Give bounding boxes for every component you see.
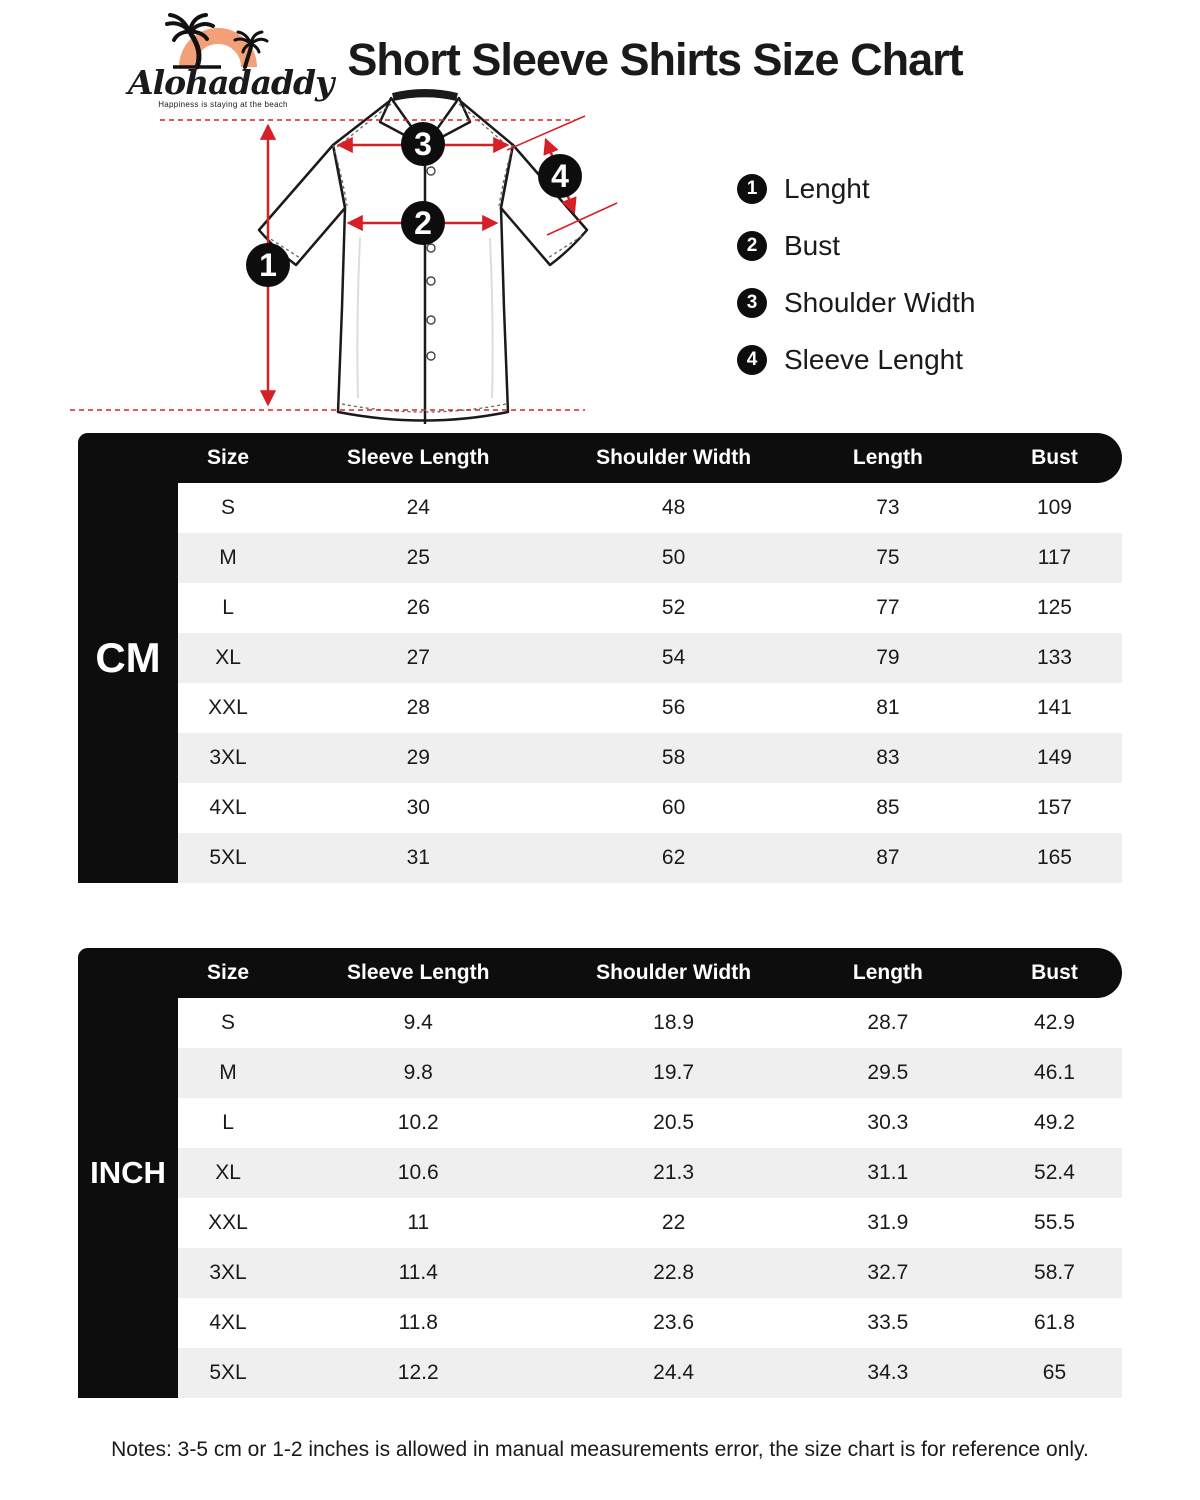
- value-cell: 58: [661, 746, 686, 769]
- value-cell: 26: [406, 596, 430, 619]
- value-cell: 12.2: [397, 1361, 439, 1384]
- value-cell: 85: [876, 796, 900, 819]
- value-cell: 10.2: [397, 1111, 439, 1134]
- size-table-inch: [78, 948, 1122, 1398]
- value-cell: 29: [406, 746, 430, 769]
- brand-tagline: Happiness is staying at the beach: [158, 100, 288, 109]
- shirt-measurement-diagram: [60, 88, 710, 438]
- column-header: Shoulder Width: [596, 446, 752, 469]
- value-cell: 149: [1036, 746, 1072, 769]
- value-cell: 157: [1036, 796, 1072, 819]
- table-row: [178, 1298, 1122, 1348]
- page-title: Short Sleeve Shirts Size Chart: [347, 34, 963, 85]
- table-row: [178, 1198, 1122, 1248]
- unit-label: CM: [95, 634, 161, 681]
- legend-number-badge: 4: [737, 345, 767, 375]
- value-cell: 133: [1036, 646, 1072, 669]
- value-cell: 23.6: [653, 1311, 695, 1334]
- value-cell: 30.3: [867, 1111, 909, 1134]
- column-header: Size: [207, 961, 250, 984]
- value-cell: 52: [661, 596, 686, 619]
- value-cell: 20.5: [653, 1111, 695, 1134]
- value-cell: 58.7: [1034, 1261, 1075, 1284]
- size-cell: XL: [215, 1161, 241, 1184]
- legend-number-badge: 2: [737, 231, 767, 261]
- table-header-row: [78, 433, 1122, 483]
- value-cell: 11.8: [398, 1311, 438, 1334]
- size-cell: XL: [215, 646, 241, 669]
- value-cell: 11: [407, 1211, 430, 1234]
- column-header: Sleeve Length: [347, 961, 490, 984]
- table-body: [178, 998, 1122, 1398]
- size-table-cm: [78, 433, 1122, 883]
- value-cell: 49.2: [1034, 1111, 1075, 1134]
- table-row: [178, 1348, 1122, 1398]
- value-cell: 24.4: [653, 1361, 695, 1384]
- value-cell: 31: [406, 846, 430, 869]
- table-row: [178, 733, 1122, 783]
- value-cell: 48: [661, 496, 686, 519]
- table-row: [178, 1048, 1122, 1098]
- value-cell: 10.6: [397, 1161, 439, 1184]
- table-row: [178, 1148, 1122, 1198]
- size-cell: L: [222, 1111, 234, 1134]
- size-cell: S: [221, 1011, 236, 1034]
- value-cell: 31.1: [867, 1161, 909, 1184]
- value-cell: 28: [406, 696, 430, 719]
- legend-label: Sleeve Lenght: [784, 344, 964, 375]
- value-cell: 79: [876, 646, 900, 669]
- legend-number-badge: 1: [737, 174, 767, 204]
- size-cell: 3XL: [209, 1261, 247, 1284]
- value-cell: 61.8: [1034, 1311, 1075, 1334]
- value-cell: 50: [661, 546, 686, 569]
- value-cell: 125: [1036, 596, 1072, 619]
- value-cell: 21.3: [653, 1161, 695, 1184]
- column-header: Bust: [1031, 446, 1078, 469]
- value-cell: 9.8: [403, 1061, 433, 1084]
- table-row: [178, 1248, 1122, 1298]
- size-cell: S: [221, 496, 236, 519]
- value-cell: 141: [1036, 696, 1072, 719]
- value-cell: 9.4: [403, 1011, 433, 1034]
- measurement-legend: [737, 174, 975, 402]
- value-cell: 22.8: [653, 1261, 695, 1284]
- table-body: [178, 483, 1122, 883]
- marker-1: 1: [259, 247, 277, 283]
- value-cell: 19.7: [653, 1061, 695, 1084]
- value-cell: 42.9: [1034, 1011, 1075, 1034]
- size-cell: 4XL: [209, 796, 247, 819]
- legend-item-length: [737, 174, 975, 204]
- value-cell: 165: [1036, 846, 1072, 869]
- value-cell: 56: [661, 696, 686, 719]
- value-cell: 33.5: [867, 1311, 909, 1334]
- value-cell: 52.4: [1034, 1161, 1075, 1184]
- value-cell: 32.7: [867, 1261, 909, 1284]
- legend-label: Bust: [784, 230, 841, 261]
- column-header: Length: [852, 961, 923, 984]
- value-cell: 65: [1042, 1361, 1067, 1384]
- value-cell: 34.3: [867, 1361, 909, 1384]
- unit-column: [78, 433, 178, 883]
- marker-3: 3: [414, 126, 432, 162]
- value-cell: 30: [406, 796, 430, 819]
- size-cell: L: [222, 596, 234, 619]
- value-cell: 28.7: [867, 1011, 909, 1034]
- value-cell: 24: [406, 496, 430, 519]
- value-cell: 11.4: [398, 1261, 438, 1284]
- table-row: [178, 583, 1122, 633]
- value-cell: 87: [876, 846, 900, 869]
- brand-name: Alohadaddy: [128, 63, 334, 102]
- value-cell: 73: [876, 496, 900, 519]
- size-cell: XXL: [208, 696, 248, 719]
- size-cell: 5XL: [209, 1361, 247, 1384]
- value-cell: 60: [661, 796, 686, 819]
- column-header: Length: [852, 446, 923, 469]
- value-cell: 18.9: [653, 1011, 695, 1034]
- size-cell: XXL: [208, 1211, 248, 1234]
- legend-item-shoulder-width: [737, 288, 975, 318]
- value-cell: 29.5: [867, 1061, 909, 1084]
- value-cell: 27: [406, 646, 430, 669]
- table-row: [178, 533, 1122, 583]
- value-cell: 31.9: [867, 1211, 909, 1234]
- legend-label: Shoulder Width: [784, 287, 976, 318]
- value-cell: 22: [661, 1211, 686, 1234]
- value-cell: 75: [876, 546, 900, 569]
- size-cell: 4XL: [209, 1311, 247, 1334]
- legend-number-badge: 3: [737, 288, 767, 318]
- unit-label: INCH: [90, 1155, 166, 1190]
- value-cell: 117: [1037, 546, 1072, 569]
- size-cell: 3XL: [209, 746, 247, 769]
- table-row: [178, 683, 1122, 733]
- table-row: [178, 1098, 1122, 1148]
- column-header: Shoulder Width: [596, 961, 752, 984]
- legend-item-sleeve-length: [737, 345, 975, 375]
- column-header: Bust: [1031, 961, 1078, 984]
- table-row: [178, 483, 1122, 533]
- value-cell: 55.5: [1034, 1211, 1075, 1234]
- marker-2: 2: [414, 205, 432, 241]
- unit-column: [78, 948, 178, 1398]
- value-cell: 25: [406, 546, 430, 569]
- table-row: [178, 998, 1122, 1048]
- marker-4: 4: [551, 158, 569, 194]
- table-row: [178, 833, 1122, 883]
- size-cell: 5XL: [209, 846, 247, 869]
- value-cell: 54: [661, 646, 686, 669]
- value-cell: 46.1: [1034, 1061, 1075, 1084]
- notes-text: Notes: 3-5 cm or 1-2 inches is allowed in manual measurements error, the size chart is for reference only.: [111, 1438, 1089, 1461]
- column-header: Sleeve Length: [347, 446, 490, 469]
- value-cell: 77: [876, 596, 900, 619]
- column-header: Size: [207, 446, 250, 469]
- size-cell: M: [219, 546, 237, 569]
- value-cell: 83: [876, 746, 900, 769]
- table-row: [178, 633, 1122, 683]
- value-cell: 62: [661, 846, 686, 869]
- table-row: [178, 783, 1122, 833]
- size-cell: M: [219, 1061, 237, 1084]
- table-header-row: [78, 948, 1122, 998]
- legend-label: Lenght: [784, 173, 870, 204]
- value-cell: 81: [876, 696, 900, 719]
- value-cell: 109: [1036, 496, 1072, 519]
- legend-item-bust: [737, 231, 975, 261]
